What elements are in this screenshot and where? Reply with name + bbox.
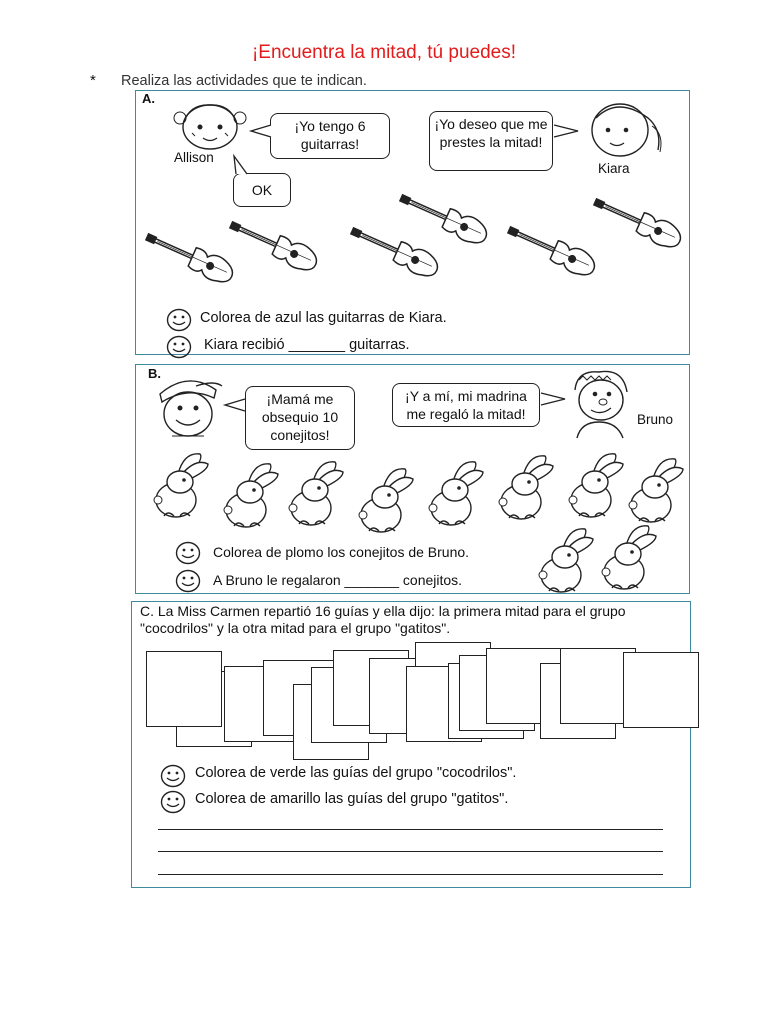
bunny-icon — [150, 450, 212, 522]
speech-tail-icon — [553, 124, 579, 138]
page-title: ¡Encuentra la mitad, tú puedes! — [251, 42, 517, 63]
allison-speech-bubble: ¡Yo tengo 6 guitarras! — [270, 113, 390, 159]
bunny-icon — [495, 452, 557, 524]
task-a2: Kiara recibió _______ guitarras. — [204, 337, 410, 353]
task-a1: Colorea de azul las guitarras de Kiara. — [200, 310, 447, 326]
boy-speech-bubble: ¡Mamá me obsequio 10 conejitos! — [245, 386, 355, 450]
bunny-icon — [285, 458, 347, 530]
kiara-face-icon — [578, 100, 670, 160]
task-c2: Colorea de amarillo las guías del grupo "gatitos". — [195, 791, 509, 807]
bruno-name: Bruno — [637, 412, 674, 427]
speech-tail-icon — [250, 124, 272, 138]
section-c-heading: C. La Miss Carmen repartió 16 guías y ella dijo: la primera mitad para el grupo "cocodrilos" y la otra mitad para el grupo "gatitos". — [140, 603, 626, 636]
bunny-icon — [220, 460, 282, 532]
speech-tail-icon — [224, 398, 246, 412]
smiley-icon — [166, 335, 192, 359]
task-c1: Colorea de verde las guías del grupo "cocodrilos". — [195, 765, 517, 781]
smiley-icon — [166, 308, 192, 332]
boy-face-icon — [152, 372, 224, 444]
task-b1: Colorea de plomo los conejitos de Bruno. — [213, 544, 470, 560]
smiley-icon — [160, 764, 186, 788]
speech-tail-icon — [233, 155, 249, 175]
ok-reply-bubble: OK — [233, 173, 291, 207]
bruno-face-icon — [565, 368, 635, 440]
speech-tail-icon — [540, 392, 566, 406]
smiley-icon — [160, 790, 186, 814]
paper-sheet-icon — [146, 651, 222, 727]
bunny-icon — [565, 450, 627, 522]
bunny-icon — [598, 522, 660, 594]
guitar-icon — [588, 197, 688, 247]
guitar-icon — [394, 193, 494, 243]
allison-name: Allison — [174, 150, 214, 165]
answer-line[interactable] — [158, 851, 663, 852]
answer-line[interactable] — [158, 829, 663, 830]
guitar-icon — [224, 220, 324, 270]
instructions: Realiza las actividades que te indican. — [121, 73, 367, 89]
task-b2: A Bruno le regalaron _______ conejitos. — [213, 572, 463, 588]
answer-line[interactable] — [158, 874, 663, 875]
kiara-speech-bubble: ¡Yo deseo que me prestes la mitad! — [429, 111, 553, 171]
smiley-icon — [175, 569, 201, 593]
bullet-marker: * — [90, 72, 96, 89]
section-a-letter: A. — [142, 91, 155, 106]
bunny-icon — [425, 458, 487, 530]
allison-face-icon — [170, 100, 250, 152]
paper-sheet-icon — [623, 652, 699, 728]
guitar-icon — [502, 225, 602, 275]
section-b-letter: B. — [148, 366, 161, 381]
smiley-icon — [175, 541, 201, 565]
bunny-icon — [625, 455, 687, 527]
bunny-icon — [355, 465, 417, 537]
bunny-icon — [535, 525, 597, 597]
kiara-name: Kiara — [598, 161, 630, 176]
bruno-speech-bubble: ¡Y a mí, mi madrina me regaló la mitad! — [392, 383, 540, 427]
